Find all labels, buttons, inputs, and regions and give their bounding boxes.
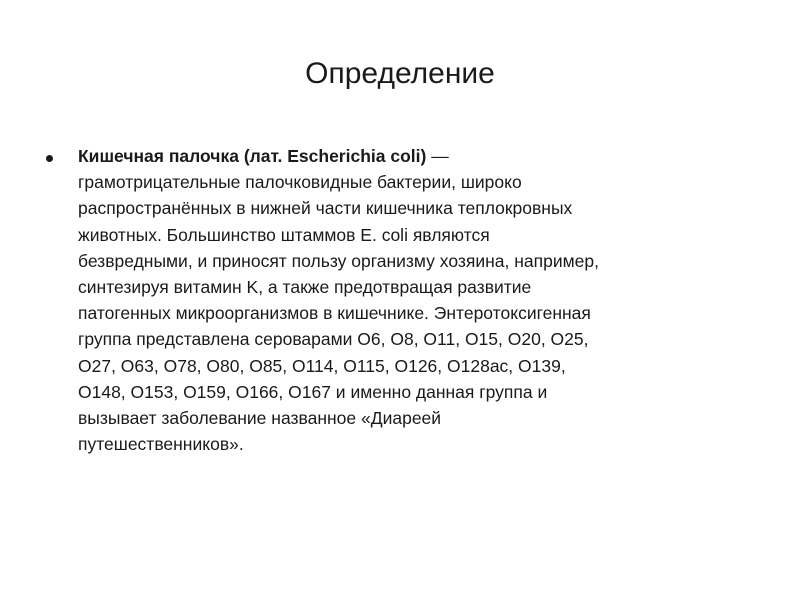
definition-line: O148, O153, O159, O166, O167 и именно данная группа и (78, 381, 548, 402)
definition-text (78, 143, 738, 457)
definition-line: группа представлена сероварами O6, O8, O11, O15, O20, O25, (78, 329, 589, 350)
bullet-dot-icon (46, 155, 53, 162)
definition-line: O27, O63, O78, O80, O85, O114, O115, O126, O128ac, O139, (78, 355, 566, 376)
definition-bullet (46, 143, 746, 457)
definition-line: животных. Большинство штаммов E. coli являются (78, 224, 490, 245)
slide-title: Определение (305, 57, 495, 90)
definition-dash: — (426, 146, 449, 166)
definition-line: грамотрицательные палочковидные бактерии, широко (78, 172, 522, 193)
definition-line: безвредными, и приносят пользу организму хозяина, например, (78, 250, 600, 271)
definition-line: вызывает заболевание названное «Диареей (78, 408, 442, 429)
definition-line: путешественников». (78, 434, 244, 455)
definition-line: синтезируя витамин K, а также предотвращая развитие (78, 277, 532, 298)
definition-line: патогенных микроорганизмов в кишечнике. Энтеротоксигенная (78, 303, 591, 324)
definition-line-1 (78, 143, 738, 169)
definition-term: Кишечная палочка (лат. Escherichia coli) (78, 146, 427, 166)
definition-line: распространённых в нижней части кишечника теплокровных (78, 198, 573, 219)
